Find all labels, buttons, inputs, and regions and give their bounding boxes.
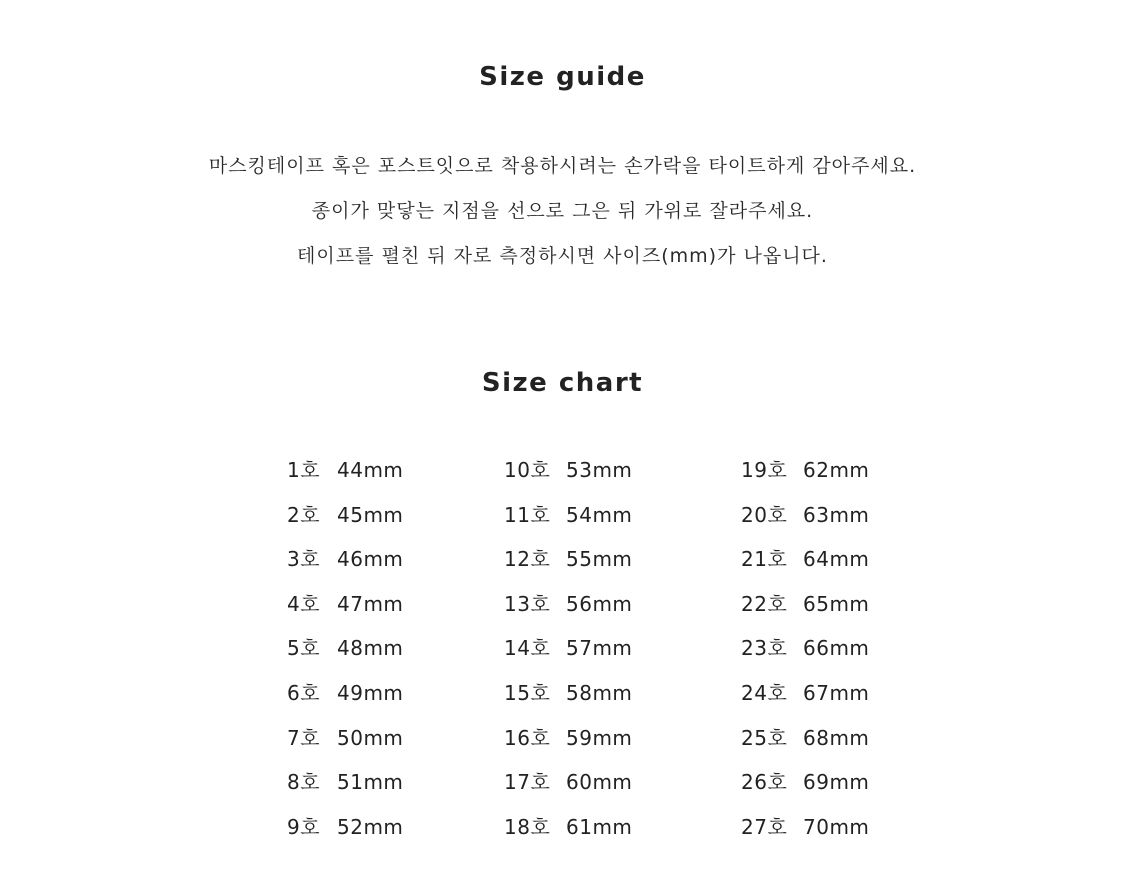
size-mm: 64mm: [803, 547, 870, 572]
size-number: 16호: [504, 725, 551, 750]
size-mm: 61mm: [566, 814, 633, 839]
size-row: [287, 450, 487, 495]
size-mm: 51mm: [337, 770, 404, 795]
size-mm: 69mm: [803, 770, 870, 795]
size-mm: 63mm: [803, 502, 870, 527]
size-chart-column: [287, 450, 487, 851]
instruction-line: 마스킹테이프 혹은 포스트잇으로 착용하시려는 손가락을 타이트하게 감아주세요.: [208, 155, 917, 177]
size-row: [741, 718, 941, 763]
size-mm: 49mm: [337, 680, 404, 705]
size-number: 7호: [287, 725, 321, 750]
size-row: [741, 584, 941, 629]
size-mm: 53mm: [566, 458, 633, 482]
size-number: 15호: [504, 680, 551, 705]
size-mm: 70mm: [803, 814, 870, 839]
size-number: 1호: [287, 458, 321, 482]
size-mm: 68mm: [803, 725, 870, 750]
size-row: [287, 762, 487, 807]
size-mm: 67mm: [803, 680, 870, 705]
size-row: [741, 673, 941, 718]
size-number: 26호: [741, 770, 788, 795]
size-row: [741, 495, 941, 540]
size-mm: 46mm: [337, 547, 404, 572]
size-number: 9호: [287, 814, 321, 839]
size-number: 25호: [741, 725, 788, 750]
size-row: [287, 495, 487, 540]
size-mm: 50mm: [337, 725, 404, 750]
size-mm: 45mm: [337, 502, 404, 527]
size-number: 17호: [504, 770, 551, 795]
size-row: [504, 450, 704, 495]
size-number: 13호: [504, 591, 551, 616]
size-mm: 48mm: [337, 636, 404, 661]
size-number: 24호: [741, 680, 788, 705]
size-number: 18호: [504, 814, 551, 839]
size-row: [287, 539, 487, 584]
size-number: 8호: [287, 770, 321, 795]
size-row: [504, 495, 704, 540]
size-row: [504, 762, 704, 807]
size-row: [504, 673, 704, 718]
size-number: 6호: [287, 680, 321, 705]
size-mm: 44mm: [337, 458, 404, 482]
size-mm: 47mm: [337, 591, 404, 616]
instruction-line: 테이프를 펼친 뒤 자로 측정하시면 사이즈(mm)가 나옵니다.: [297, 245, 828, 267]
size-row: [504, 539, 704, 584]
size-number: 19호: [741, 458, 788, 482]
size-guide-instructions: [0, 150, 1125, 285]
instruction-line: 종이가 맞닿는 지점을 선으로 그은 뒤 가위로 잘라주세요.: [311, 200, 814, 222]
size-row: [504, 628, 704, 673]
size-guide-title: Size guide: [479, 62, 646, 92]
size-number: 23호: [741, 636, 788, 661]
size-mm: 62mm: [803, 458, 870, 482]
size-number: 10호: [504, 458, 551, 482]
size-row: [741, 807, 941, 852]
size-number: 11호: [504, 502, 551, 527]
size-row: [741, 450, 941, 495]
size-mm: 52mm: [337, 814, 404, 839]
size-row: [504, 584, 704, 629]
size-row: [287, 718, 487, 763]
size-row: [287, 628, 487, 673]
size-row: [741, 762, 941, 807]
size-mm: 57mm: [566, 636, 633, 661]
size-mm: 60mm: [566, 770, 633, 795]
size-row: [741, 539, 941, 584]
size-chart-column: [504, 450, 704, 851]
size-row: [504, 718, 704, 763]
size-row: [287, 584, 487, 629]
size-number: 22호: [741, 591, 788, 616]
size-mm: 59mm: [566, 725, 633, 750]
size-mm: 54mm: [566, 502, 633, 527]
size-row: [504, 807, 704, 852]
size-row: [741, 628, 941, 673]
size-chart-column: [741, 450, 941, 851]
size-number: 3호: [287, 547, 321, 572]
size-mm: 66mm: [803, 636, 870, 661]
size-mm: 56mm: [566, 591, 633, 616]
size-number: 12호: [504, 547, 551, 572]
size-number: 21호: [741, 547, 788, 572]
size-number: 4호: [287, 591, 321, 616]
size-number: 20호: [741, 502, 788, 527]
size-mm: 58mm: [566, 680, 633, 705]
size-number: 14호: [504, 636, 551, 661]
size-number: 2호: [287, 502, 321, 527]
size-mm: 55mm: [566, 547, 633, 572]
size-row: [287, 807, 487, 852]
size-row: [287, 673, 487, 718]
size-mm: 65mm: [803, 591, 870, 616]
size-number: 27호: [741, 814, 788, 839]
size-chart-title: Size chart: [481, 368, 644, 398]
size-number: 5호: [287, 636, 321, 661]
